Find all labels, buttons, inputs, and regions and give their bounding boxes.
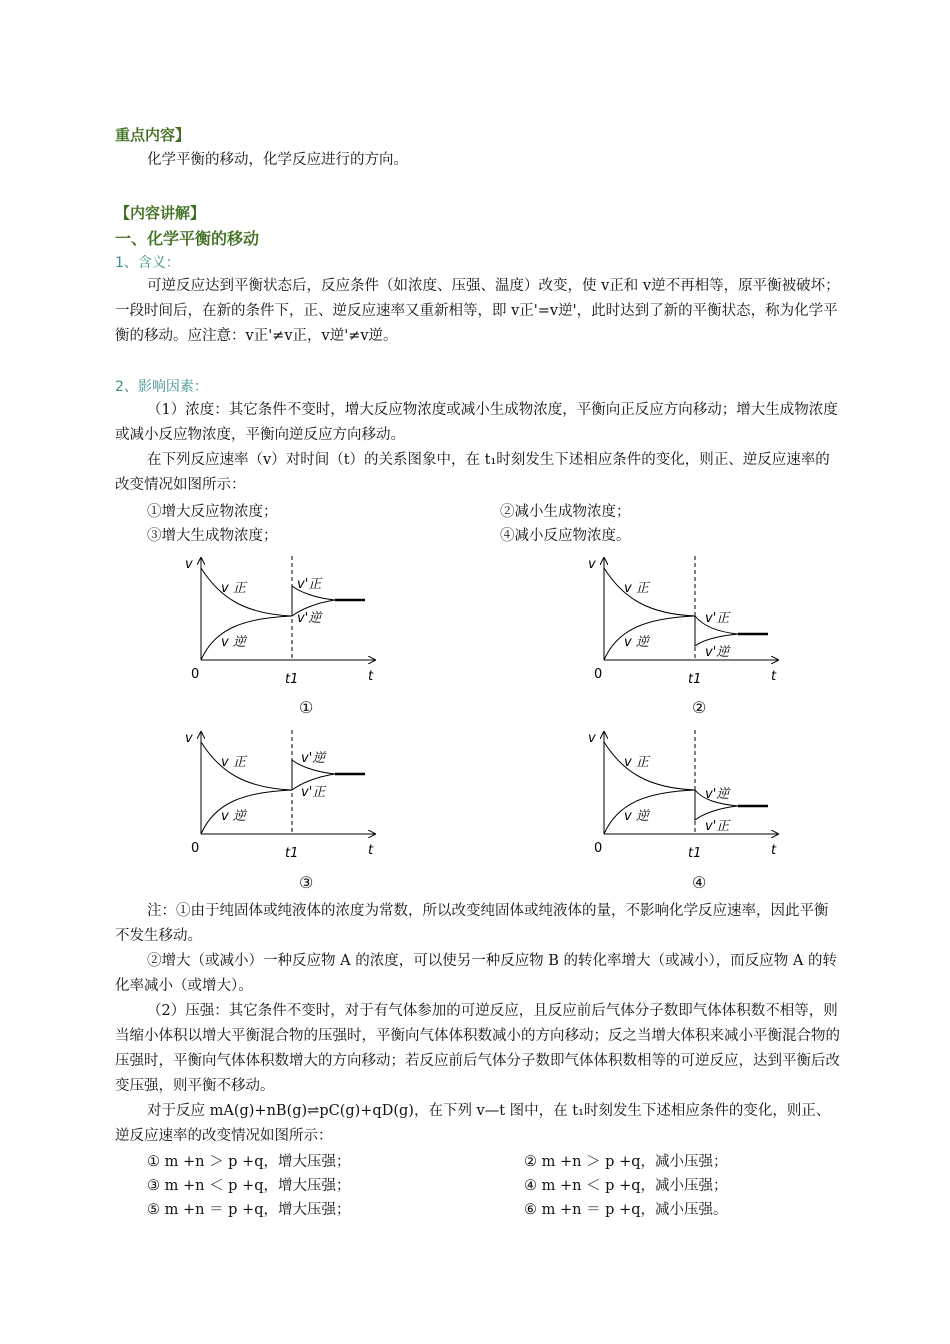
rate-time-graph-1: [175, 548, 385, 693]
t1-label: t1: [285, 672, 299, 687]
heading-key-content: 重点内容】: [115, 126, 191, 144]
v-forward-new-label: v'正: [301, 785, 326, 800]
v-axis-label: v: [185, 731, 193, 746]
pressure-item-3: ③ m +n ＜ p +q，增大压强；: [147, 1178, 351, 1194]
t-axis-label: t: [771, 843, 777, 858]
t-axis-label: t: [368, 843, 374, 858]
v-axis-label: v: [588, 731, 596, 746]
t-axis-label: t: [368, 669, 374, 684]
definition-paragraph: 可逆反应达到平衡状态后，反应条件（如浓度、压强、温度）改变，使 v正和 v逆不再相等，原平衡被破坏；一段时间后，在新的条件下，正、逆反应速率又重新相等，即 v正'=v逆'，此时达到了新的平衡状态，称为化学平衡的移动。应注意：v正'≠v正，v逆'≠v逆。: [115, 278, 840, 344]
pressure-item-2: ② m +n ＞ p +q，减小压强；: [524, 1154, 728, 1170]
section1-title: 一、化学平衡的移动: [115, 229, 260, 248]
origin-label: 0: [594, 667, 603, 682]
pressure-paragraph: （2）压强：其它条件不变时，对于有气体参加的可逆反应，且反应前后气体分子数即气体体积数不相等，则当缩小体积以增大平衡混合物的压强时，平衡向气体体积数减小的方向移动；反之当增大体积来减小平衡混合物的压强时，平衡向气体体积数增大的方向移动；若反应前后气体分子数即气体体积数相等的可逆反应，达到平衡后改变压强，则平衡不移动。: [115, 1003, 840, 1094]
graph-caption-3: ③: [299, 873, 314, 892]
t1-label: t1: [285, 846, 299, 861]
subsection2-title: 2、影响因素：: [115, 379, 208, 395]
v-forward-new-label: v'正: [705, 611, 730, 626]
v-reverse-new-label: v'逆: [301, 751, 326, 766]
t1-label: t1: [688, 672, 702, 687]
pressure-intro: 对于反应 mA(g)+nB(g)⇌pC(g)+qD(g)，在下列 v—t 图中，在 t₁时刻发生下述相应条件的变化，则正、逆反应速率的改变情况如图所示：: [115, 1103, 831, 1144]
v-forward-label: v 正: [624, 755, 649, 770]
heading-explanation: 【内容讲解】: [115, 204, 206, 222]
v-forward-label: v 正: [221, 581, 246, 596]
v-axis-label: v: [185, 557, 193, 572]
graph-caption-4: ④: [692, 873, 707, 892]
graph-caption-2: ②: [692, 698, 707, 717]
pressure-item-4: ④ m +n ＜ p +q，减小压强；: [524, 1178, 728, 1194]
origin-label: 0: [191, 841, 200, 856]
conc-item-1: ①增大反应物浓度；: [147, 504, 278, 520]
note-2: ②增大（或减小）一种反应物 A 的浓度，可以使另一种反应物 B 的转化率增大（或减小），而反应物 A 的转化率减小（或增大）。: [115, 953, 837, 994]
pressure-item-5: ⑤ m +n ＝ p +q，增大压强；: [147, 1202, 351, 1218]
origin-label: 0: [191, 667, 200, 682]
key-content-text: 化学平衡的移动，化学反应进行的方向。: [147, 152, 408, 168]
v-reverse-label: v 逆: [624, 635, 649, 650]
concentration-paragraph: （1）浓度：其它条件不变时，增大反应物浓度或减小生成物浓度，平衡向正反应方向移动；增大生成物浓度或减小反应物浓度，平衡向逆反应方向移动。: [115, 402, 838, 443]
concentration-intro: 在下列反应速率（v）对时间（t）的关系图象中，在 t₁时刻发生下述相应条件的变化，则正、逆反应速率的改变情况如图所示：: [115, 452, 830, 493]
rate-time-graph-4: [578, 722, 788, 867]
t-axis-label: t: [771, 669, 777, 684]
v-reverse-label: v 逆: [624, 809, 649, 824]
conc-item-2: ②减小生成物浓度；: [500, 504, 631, 520]
rate-time-graph-3: [175, 722, 385, 867]
v-reverse-new-label: v'逆: [705, 645, 730, 660]
t1-label: t1: [688, 846, 702, 861]
v-reverse-label: v 逆: [221, 809, 246, 824]
pressure-item-1: ① m +n ＞ p +q，增大压强；: [147, 1154, 351, 1170]
v-axis-label: v: [588, 557, 596, 572]
v-forward-label: v 正: [624, 581, 649, 596]
pressure-item-6: ⑥ m +n ＝ p +q，减小压强。: [524, 1202, 728, 1218]
conc-item-3: ③增大生成物浓度；: [147, 528, 278, 544]
subsection1-title: 1、含义：: [115, 255, 180, 271]
graph-caption-1: ①: [299, 698, 314, 717]
v-reverse-new-label: v'逆: [297, 611, 322, 626]
origin-label: 0: [594, 841, 603, 856]
conc-item-4: ④减小反应物浓度。: [500, 528, 631, 544]
v-reverse-new-label: v'逆: [705, 787, 730, 802]
note-1: 注：①由于纯固体或纯液体的浓度为常数，所以改变纯固体或纯液体的量，不影响化学反应速率，因此平衡不发生移动。: [115, 903, 829, 944]
v-reverse-label: v 逆: [221, 635, 246, 650]
v-forward-new-label: v'正: [705, 819, 730, 834]
rate-time-graph-2: [578, 548, 788, 693]
v-forward-label: v 正: [221, 755, 246, 770]
v-forward-new-label: v'正: [297, 577, 322, 592]
